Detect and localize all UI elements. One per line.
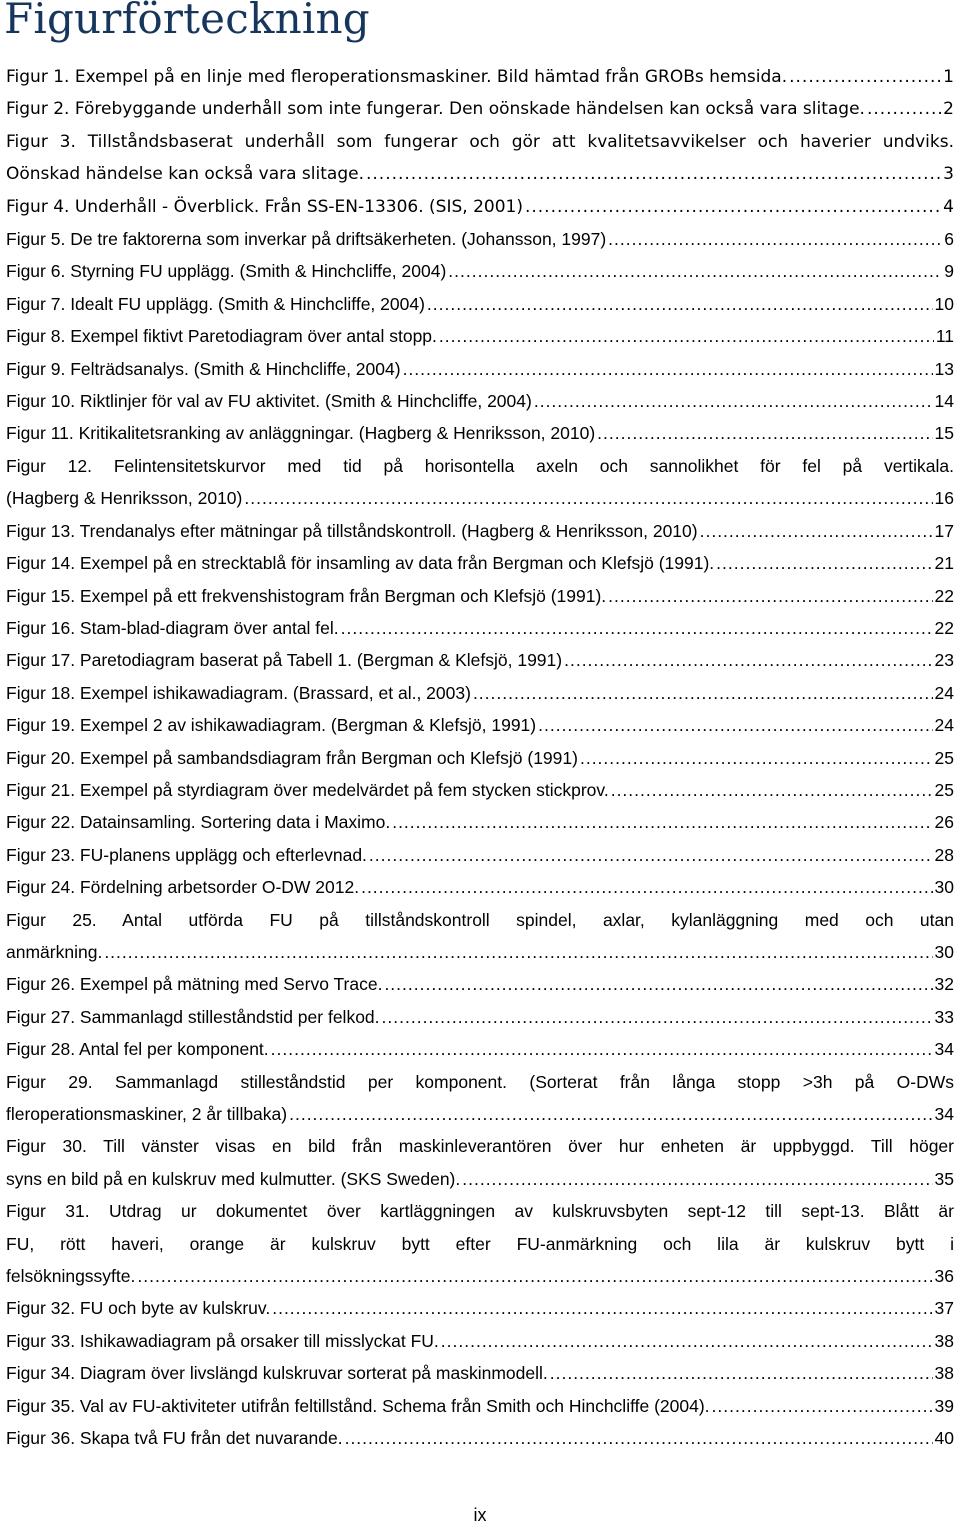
toc-entry-last-line xyxy=(6,1163,954,1195)
toc-entry-text: Figur 7. Idealt FU upplägg. (Smith & Hinchcliffe, 2004) xyxy=(6,293,425,314)
toc-entry-page: 35 xyxy=(934,1168,954,1189)
toc-entry[interactable] xyxy=(6,774,954,806)
toc-entry-page: 10 xyxy=(934,293,954,314)
toc-entry-page: 23 xyxy=(934,650,954,671)
dot-leader xyxy=(712,1390,933,1422)
toc-entry[interactable] xyxy=(6,1033,954,1065)
toc-entry-text: Figur 34. Diagram över livslängd kulskruvar sorterat på maskinmodell. xyxy=(6,1363,548,1384)
toc-entry-text-line: FU, rött haveri, orange är kulskruv bytt efter FU-anmärkning och lila är kulskruv bytt i xyxy=(6,1233,954,1254)
toc-entry-text: Figur 18. Exempel ishikawadiagram. (Brassard, et al., 2003) xyxy=(6,682,471,703)
toc-entry-page: 40 xyxy=(934,1428,954,1449)
toc-entry-page: 38 xyxy=(934,1330,954,1351)
toc-entry-page: 1 xyxy=(943,67,954,87)
toc-entry-page: 32 xyxy=(934,974,954,995)
toc-entry-text: Figur 22. Datainsamling. Sortering data i Maximo. xyxy=(6,812,391,833)
dot-leader xyxy=(272,1292,932,1324)
toc-entry[interactable] xyxy=(6,223,954,255)
toc-entry[interactable] xyxy=(6,871,954,903)
dot-leader xyxy=(716,547,932,579)
toc-entry-text: Figur 21. Exempel på styrdiagram över medelvärdet på fem stycken stickprov. xyxy=(6,779,609,800)
toc-entry-page: 28 xyxy=(934,844,954,865)
dot-leader xyxy=(534,385,933,417)
toc-entry-page: 25 xyxy=(934,747,954,768)
toc-entry[interactable] xyxy=(6,547,954,579)
toc-entry-text: Figur 20. Exempel på sambandsdiagram från Bergman och Klefsjö (1991) xyxy=(6,747,578,768)
toc-entry-text: Figur 35. Val av FU-aktiviteter utifrån feltillstånd. Schema från Smith och Hinchcliffe (2004). xyxy=(6,1395,710,1416)
dot-leader xyxy=(867,93,941,125)
toc-entry[interactable] xyxy=(6,677,954,709)
dot-leader xyxy=(341,612,933,644)
toc-entry-last-line xyxy=(6,482,954,514)
toc-entry-page: 33 xyxy=(934,1006,954,1027)
toc-entry[interactable] xyxy=(6,1130,954,1195)
toc-entry-text: Figur 16. Stam-blad-diagram över antal fel. xyxy=(6,617,339,638)
toc-entry-text: syns en bild på en kulskruv med kulmutter. (SKS Sweden). xyxy=(6,1168,461,1189)
toc-entry-page: 4 xyxy=(943,196,954,217)
dot-leader xyxy=(439,320,934,352)
dot-leader xyxy=(448,255,942,287)
dot-leader xyxy=(608,580,932,612)
toc-entry-text-line: Figur 29. Sammanlagd stilleståndstid per komponent. (Sorterat från långa stopp >3h på O-DWs xyxy=(6,1071,954,1092)
toc-entry[interactable] xyxy=(6,644,954,676)
toc-entry-page: 38 xyxy=(934,1363,954,1384)
toc-entry[interactable] xyxy=(6,417,954,449)
toc-entry-text: Figur 28. Antal fel per komponent. xyxy=(6,1039,269,1060)
toc-entry[interactable] xyxy=(6,839,954,871)
toc-entry[interactable] xyxy=(6,515,954,547)
dot-leader xyxy=(369,839,933,871)
toc-entry-text-line: Figur 3. Tillståndsbaserat underhåll som fungerar och gör att kvalitetsavvikelser och haverier undviks. xyxy=(6,131,954,152)
toc-entry[interactable] xyxy=(6,1292,954,1324)
dot-leader xyxy=(564,644,932,676)
toc-entry-page: 9 xyxy=(944,261,954,282)
toc-entry-text-line: Figur 31. Utdrag ur dokumentet över kartläggningen av kulskruvsbyten sept-12 till sept-13. Blått är xyxy=(6,1201,954,1222)
dot-leader xyxy=(611,774,933,806)
toc-entry[interactable] xyxy=(6,1001,954,1033)
toc-entry-text: Figur 26. Exempel på mätning med Servo Trace. xyxy=(6,974,383,995)
toc-entry-text: Figur 19. Exempel 2 av ishikawadiagram. (Bergman & Klefsjö, 1991) xyxy=(6,715,537,736)
toc-entry-page: 11 xyxy=(935,326,954,347)
toc-entry[interactable] xyxy=(6,806,954,838)
toc-entry-page: 34 xyxy=(934,1104,954,1124)
toc-entry[interactable] xyxy=(6,126,954,191)
toc-entry-page: 17 xyxy=(934,520,954,541)
toc-entry-text: Figur 13. Trendanalys efter mätningar på tillståndskontroll. (Hagberg & Henriksson, 2010) xyxy=(6,520,698,541)
dot-leader xyxy=(104,936,932,968)
toc-entry[interactable] xyxy=(6,353,954,385)
toc-entry[interactable] xyxy=(6,968,954,1000)
toc-entry-text: Figur 14. Exempel på en strecktablå för insamling av data från Bergman och Klefsjö (1991). xyxy=(6,553,715,574)
dot-leader xyxy=(608,223,942,255)
toc-entry-text: Figur 32. FU och byte av kulskruv. xyxy=(6,1298,271,1319)
dot-leader xyxy=(789,61,941,93)
toc-entry-last-line xyxy=(6,1260,954,1292)
toc-entry-text: Figur 10. Riktlinjer för val av FU aktivitet. (Smith & Hinchcliffe, 2004) xyxy=(6,391,532,412)
toc-entry-page: 14 xyxy=(934,391,954,412)
toc-entry-page: 3 xyxy=(943,164,954,185)
dot-leader xyxy=(289,1098,932,1130)
toc-entry[interactable] xyxy=(6,612,954,644)
toc-entry-text-line: Figur 12. Felintensitetskurvor med tid på horisontella axeln och sannolikhet för fel på vertikala. xyxy=(6,455,954,476)
toc-entry-page: 26 xyxy=(934,812,954,833)
dot-leader xyxy=(441,1325,933,1357)
toc-entry-text: Figur 27. Sammanlagd stilleståndstid per felkod. xyxy=(6,1006,380,1027)
toc-entry-page: 37 xyxy=(934,1298,954,1319)
toc-entry-text: Figur 8. Exempel fiktivt Paretodiagram över antal stopp. xyxy=(6,326,437,347)
toc-entry-text: Figur 2. Förebyggande underhåll som inte fungerar. Den oönskade händelsen kan också vara slitage. xyxy=(6,99,865,120)
toc-entry-text-line: Figur 25. Antal utförda FU på tillståndskontroll spindel, axlar, kylanläggning med och utan xyxy=(6,909,954,930)
toc-entry-page: 22 xyxy=(934,585,954,606)
toc-entry-text: anmärkning. xyxy=(6,941,103,962)
toc-entry-page: 15 xyxy=(934,423,954,444)
toc-entry-text: fleroperationsmaskiner, 2 år tillbaka) xyxy=(6,1104,288,1124)
toc-entry-page: 24 xyxy=(934,682,954,703)
toc-entry-text: Figur 36. Skapa två FU från det nuvarande. xyxy=(6,1428,343,1449)
toc-entry-last-line xyxy=(6,1098,954,1130)
toc-entry-text: (Hagberg & Henriksson, 2010) xyxy=(6,488,243,509)
dot-leader xyxy=(392,806,932,838)
toc-entry[interactable] xyxy=(6,450,954,515)
toc-entry[interactable] xyxy=(6,1325,954,1357)
toc-entry[interactable] xyxy=(6,742,954,774)
dot-leader xyxy=(700,515,933,547)
toc-entry-page: 30 xyxy=(934,941,954,962)
toc-entry[interactable] xyxy=(6,904,954,969)
toc-entry-last-line xyxy=(6,158,954,190)
toc-entry[interactable] xyxy=(6,255,954,287)
toc-entry-text: Oönskad händelse kan också vara slitage. xyxy=(6,164,364,185)
toc-entry-text: Figur 11. Kritikalitetsranking av anläggningar. (Hagberg & Henriksson, 2010) xyxy=(6,423,596,444)
dot-leader xyxy=(550,1357,933,1389)
toc-entry-text-line: Figur 30. Till vänster visas en bild från maskinleverantören över hur enheten är uppbyggd. Till höger xyxy=(6,1136,954,1157)
toc-entry[interactable] xyxy=(6,61,954,93)
toc-entry[interactable] xyxy=(6,1357,954,1389)
toc-entry-page: 34 xyxy=(934,1039,954,1060)
dot-leader xyxy=(366,158,941,190)
toc-entry-page: 36 xyxy=(934,1266,954,1287)
page-title: Figurförteckning xyxy=(4,0,370,43)
dot-leader xyxy=(525,191,941,223)
dot-leader xyxy=(345,1422,933,1454)
toc-entry-page: 24 xyxy=(934,715,954,736)
dot-leader xyxy=(382,1001,933,1033)
toc-entry-text: Figur 4. Underhåll - Överblick. Från SS-EN-13306. (SIS, 2001) xyxy=(6,196,523,217)
toc-entry-text: Figur 15. Exempel på ett frekvenshistogram från Bergman och Klefsjö (1991). xyxy=(6,585,607,606)
toc-entry-page: 39 xyxy=(934,1395,954,1416)
toc-entry-text: Figur 9. Felträdsanalys. (Smith & Hinchcliffe, 2004) xyxy=(6,358,401,379)
toc-entry-page: 30 xyxy=(934,877,954,898)
toc-entry-page: 6 xyxy=(944,229,954,250)
toc-entry-text: Figur 24. Fördelning arbetsorder O-DW 2012. xyxy=(6,877,360,898)
toc-entry-page: 16 xyxy=(934,488,954,509)
toc-entry-text: Figur 1. Exempel på en linje med fleroperationsmaskiner. Bild hämtad från GROBs hemsida. xyxy=(6,67,788,87)
page-number: ix xyxy=(473,1505,487,1525)
dot-leader xyxy=(473,677,933,709)
dot-leader xyxy=(462,1163,932,1195)
toc-entry-text: Figur 5. De tre faktorerna som inverkar på driftsäkerheten. (Johansson, 1997) xyxy=(6,229,607,250)
toc-entry-page: 25 xyxy=(934,779,954,800)
dot-leader xyxy=(597,417,932,449)
dot-leader xyxy=(361,871,932,903)
toc-entry[interactable] xyxy=(6,580,954,612)
toc-entry-page: 22 xyxy=(934,617,954,638)
dot-leader xyxy=(244,482,932,514)
figure-list xyxy=(6,61,954,1454)
toc-entry-last-line xyxy=(6,936,954,968)
dot-leader xyxy=(580,742,933,774)
dot-leader xyxy=(427,288,933,320)
toc-entry-text: Figur 17. Paretodiagram baserat på Tabell 1. (Bergman & Klefsjö, 1991) xyxy=(6,650,563,671)
toc-entry[interactable] xyxy=(6,93,954,125)
toc-entry-text: Figur 6. Styrning FU upplägg. (Smith & Hinchcliffe, 2004) xyxy=(6,261,447,282)
toc-entry[interactable] xyxy=(6,1390,954,1422)
dot-leader xyxy=(271,1033,933,1065)
toc-entry-text: Figur 33. Ishikawadiagram på orsaker till misslyckat FU. xyxy=(6,1330,439,1351)
toc-entry[interactable] xyxy=(6,1066,954,1131)
toc-entry-page: 13 xyxy=(934,358,954,379)
toc-entry[interactable] xyxy=(6,320,954,352)
toc-entry[interactable] xyxy=(6,385,954,417)
toc-entry[interactable] xyxy=(6,191,954,223)
toc-entry-text: felsökningssyfte. xyxy=(6,1266,136,1287)
toc-entry-page: 21 xyxy=(934,553,954,574)
toc-entry[interactable] xyxy=(6,288,954,320)
dot-leader xyxy=(538,709,932,741)
dot-leader xyxy=(403,353,933,385)
dot-leader xyxy=(137,1260,932,1292)
toc-entry[interactable] xyxy=(6,709,954,741)
toc-entry-page: 2 xyxy=(943,99,954,120)
toc-entry[interactable] xyxy=(6,1195,954,1292)
toc-entry[interactable] xyxy=(6,1422,954,1454)
dot-leader xyxy=(384,968,932,1000)
toc-entry-text: Figur 23. FU-planens upplägg och efterlevnad. xyxy=(6,844,367,865)
